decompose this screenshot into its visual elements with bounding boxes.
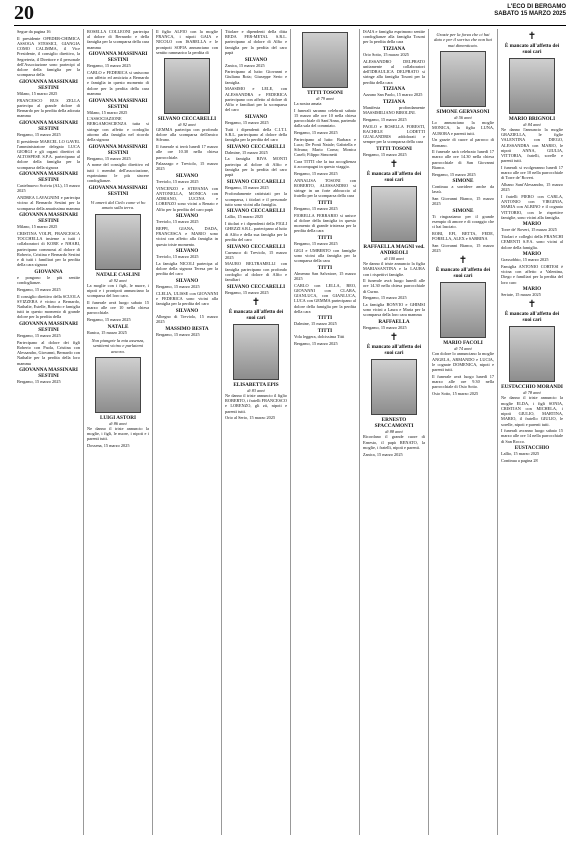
deceased-name: SILVANO CECCARELLI bbox=[226, 208, 286, 215]
notice-text: La famiglia BONVIO e GHIMSI sono vicini a Laura e Maria per la scomparsa della loro cara mamma bbox=[363, 302, 425, 318]
notice-text: Bergamo, 15 marzo 2025 bbox=[225, 289, 269, 295]
notice-text: ANNALISA TOSONI con ROBERTO, ALESSANDRO si stringe in un forte abbraccio al fratello per la scomparsa della cara bbox=[294, 177, 356, 199]
deceased-name: SILVANO bbox=[175, 308, 199, 314]
deceased-name: SILVANO CECCARELLI bbox=[226, 178, 286, 185]
notice-text: Continua a pagina 28 bbox=[501, 458, 538, 464]
notice-text: FRANCESCO RUS ZELLA partecipa al grande dolore di Bernardo per la perdita della adorata mamma bbox=[17, 97, 80, 119]
deceased-name: TITTI bbox=[317, 234, 333, 241]
notice-text: Profondamente rattristati per la scomparsa, i titolari e il personale tutto sono vicini alla famiglia. bbox=[225, 191, 287, 207]
notice-text: GEMMA partecipa con profondo dolore alla scomparsa dell'amico Silvano. bbox=[156, 127, 218, 143]
epitaph-quote: Vi amerò dal Cielo come vi ho amato sulla terra. bbox=[90, 199, 146, 211]
portrait-photo bbox=[164, 58, 210, 114]
notice-text: San Giovanni Bianco, 15 marzo 2025 bbox=[432, 196, 494, 207]
deceased-name: GIOVANNA MASSINARI SESTINI bbox=[19, 78, 78, 91]
notice-text: Bergamo, 15 marzo 2025 bbox=[225, 119, 269, 125]
notice-text: I funerali saranno celebrati sabato 15 marzo alle ore 10 nella chiesa parrocchiale di Sant'Anna, partendo dalla sala del commiato. bbox=[294, 107, 356, 129]
cross-icon: ✝ bbox=[389, 159, 399, 171]
deceased-age: di 56 anni bbox=[454, 115, 472, 121]
deceased-name: È mancata all'affetto dei suoi cari bbox=[366, 171, 422, 184]
notice-text: San Giovanni Bianco, 15 marzo 2025 bbox=[432, 243, 494, 254]
deceased-name: GIOVANNA bbox=[34, 268, 63, 275]
page-header bbox=[14, 2, 566, 22]
deceased-name: RAFFAELLA MAGNI ved. ANDREOLI bbox=[363, 244, 425, 257]
notice-text: Il figlio ALFIO con la moglie FRANCA, i nipoti GAIA e NICOLO con ISABELLA e le pronipoti SOFIA annunciano con sentito rammarico la perdita di bbox=[156, 29, 218, 55]
notice-text: Cara TITTI che la tua accoglienza ti accompagni in questo viaggio. bbox=[294, 159, 356, 170]
notice-text: Con dolore lo annunciano la moglie ANGELA, ARMANDO e LUCIA, le cognate DOMENICA, nipoti e parenti tutti. bbox=[432, 351, 494, 373]
portrait-photo bbox=[233, 324, 279, 380]
notice-text: Bergamo, 15 marzo 2025 bbox=[363, 116, 407, 122]
column-1 bbox=[14, 29, 83, 835]
portrait-photo bbox=[509, 58, 555, 114]
deceased-name: SIMONE bbox=[452, 208, 474, 215]
notice-text: Torre de' Roveri, 15 marzo 2025 bbox=[501, 227, 557, 233]
notice-text: Dossena, 15 marzo 2025 bbox=[87, 443, 130, 449]
column-8 bbox=[497, 29, 566, 835]
deceased-age: di 74 anni bbox=[454, 346, 472, 352]
deceased-name: TIZIANA bbox=[382, 86, 406, 93]
notice-text: Il funerale si terrà lunedì 17 marzo alle ore 10.30 nella chiesa parrocchiale. bbox=[156, 144, 218, 160]
notice-text: A nome del consiglio direttivo ed tutti i membri dell'associazione, esprimiamo le più sincere condoglianze. bbox=[87, 162, 149, 184]
notice-text: Partecipano al lutto: Barbara e Luca; De Ponti Natale; Gabriella e Silvana; Mario Corna; Monica Caseli; Filippo Simonetti bbox=[294, 136, 356, 158]
notice-text: Dalmine, 15 marzo 2025 bbox=[294, 321, 337, 327]
notice-text: Il presidente OPEDER-CHIMICA ASSOGA STESSICI, GIANGIA COMO CALIMMA, il Vice Presidente, il consiglio direttivo, la Segreteria, il Direttore e il personale dell'Associazione sono partecipi al dolore della famiglia per la scomparsa della bbox=[17, 35, 80, 78]
deceased-name: SIMONE GERVASONI bbox=[436, 109, 490, 116]
notice-text: Titolare e dipendenti della ditta REDA FER-METAL S.R.L. partecipano al dolore di Alfio e famiglia per la perdita del caro papà bbox=[225, 29, 287, 55]
obituary-columns bbox=[14, 29, 566, 835]
notice-text: Partecipano al lutto: Giovanni e Giuliana Rota; Giuseppe Serio e famiglia. bbox=[225, 69, 287, 85]
notice-text: Ne danno l'annuncio la moglie GRAZIELLA, le figlie VALENTINA con DIEGO, ALESSANDRA con MARIO, le nipoti ANNA, GIULIA, VITTORIA, fratelli, sorelle e parenti tutti. bbox=[501, 127, 563, 164]
notice-text: Bergamo, 15 marzo 2025 bbox=[363, 151, 407, 157]
notice-text: La moglie con i figli, le nuore, i nipoti e i pronipoti annunciano la scomparsa del loro caro. bbox=[87, 282, 149, 298]
deceased-name: SILVANO bbox=[175, 278, 199, 285]
deceased-name: GIOVANNA MASSINARI SESTINI bbox=[88, 184, 148, 197]
notice-text: Curnasco di Treviolo, 15 marzo 2025 bbox=[225, 249, 287, 260]
notice-text: Un grazie di cuore al parroco di Romano. bbox=[432, 137, 494, 148]
deceased-name: È mancata all'affetto dei suoi cari bbox=[228, 308, 284, 321]
notice-text: Bergamo, 15 marzo 2025 bbox=[432, 171, 476, 177]
notice-text: La famiglia RIVA MONTI partecipa al dolore di Alfio e famiglia per la perdita del caro papà bbox=[225, 156, 287, 177]
notice-text: Ti ringraziamo per il grande esempio di amore e di coraggio che ci hai lasciato. bbox=[432, 214, 494, 230]
deceased-name: TITTI TOSONI bbox=[376, 145, 412, 152]
deceased-name: NATALE CASLINI bbox=[96, 271, 140, 278]
notice-text: Bergamo, 15 marzo 2025 bbox=[87, 316, 131, 322]
deceased-name: SIMONE bbox=[452, 178, 474, 185]
notice-text: Ricordano il grande cuore di Ernesto, il papà RENATO, la moglie, i fratelli, nipoti e parenti. bbox=[363, 434, 425, 450]
notice-text: ANDREA LAVAGNINI e partecipa vicino al Bernardo Sestini per la scomparsa della amatissima mamma bbox=[17, 195, 80, 211]
notice-text: Bergamo, 15 marzo 2025 bbox=[363, 295, 407, 301]
notice-text: Il presidente MARCEL LO GAVEL l'amministratore delegato LUCA GIORGI e gli organi direttivi di ALTOSPESE S.P.A. partecipano al dolore della famiglia per la scomparsa della signora bbox=[17, 138, 80, 170]
notice-text: Bergamo, 15 marzo 2025 bbox=[294, 340, 338, 346]
deceased-name: MASSIMO BESTA bbox=[165, 325, 209, 332]
notice-text: I titolari e i dipendenti della FIGLI GHEZZI S.R.L. partecipano al lutto di Alfio e della sua famiglia per la perdita del caro bbox=[225, 221, 287, 242]
deceased-name: GIOVANNA MASSINARI SESTINI bbox=[88, 97, 148, 110]
notice-text: I funerali si svolgeranno lunedì 17 marzo alle ore 10 nella parrocchiale di Torre de' Roveri. bbox=[501, 164, 563, 181]
deceased-age: di 100 anni bbox=[384, 256, 404, 262]
notice-text: Famiglia ANTONIO CORTESI è vicina con affetto a Valentina, Diego e familiari per la perdita del loro caro bbox=[501, 263, 563, 285]
notice-text: Ne danno il triste annuncio il figlio ROBERTO, i fratelli FRANCESCO e LORENZO, gli zii, nipoti e parenti tutti. bbox=[225, 392, 287, 414]
deceased-name: TIZIANA bbox=[382, 99, 406, 106]
deceased-name: TITTI TOSONI bbox=[307, 90, 343, 96]
deceased-name: SILVANO bbox=[175, 173, 199, 180]
deceased-name: TIZIANA bbox=[382, 46, 406, 53]
portrait-photo bbox=[95, 357, 141, 413]
deceased-name: GIOVANNA MASSINARI SESTINI bbox=[19, 119, 78, 132]
notice-text: I funerali avranno luogo sabato 15 marzo alle ore 14 nella parrocchiale di San Rocco. bbox=[501, 428, 563, 444]
notice-text: Ne danno il triste annuncio la moglie, i figli, le nuore, i nipoti e i parenti tutti. bbox=[87, 425, 149, 442]
cross-icon: ✝ bbox=[527, 299, 537, 311]
notice-text: Zanica, 15 marzo 2025 bbox=[225, 62, 265, 68]
deceased-name: GIOVANNA MASSINARI SESTINI bbox=[19, 171, 78, 184]
notice-text: Treviolo, 15 marzo 2025 bbox=[156, 254, 199, 260]
deceased-name: È mancato all'affetto dei suoi cari bbox=[504, 311, 560, 324]
notice-text: Il funerale avrà luogo lunedì 17 marzo alle ore 9.30 nella parrocchiale di Osio Sotto. bbox=[432, 373, 494, 390]
notice-text: Tutti i dipendenti della C.I.T.I. S.R.L. partecipano al dolore della famiglia per la perdita del caro bbox=[225, 126, 287, 142]
notice-text: Bergamo, 15 marzo 2025 bbox=[225, 184, 269, 190]
deceased-name: MARIO FACOLI bbox=[443, 340, 483, 347]
notice-text: Bergamo, 15 marzo 2025 bbox=[156, 284, 200, 290]
column-5 bbox=[290, 29, 359, 835]
portrait-photo bbox=[371, 359, 417, 415]
epitaph-quote: Non piangete la mia assenza, sentitemi vicino e parlatemi ancora. bbox=[91, 337, 145, 354]
cross-icon: ✝ bbox=[527, 31, 537, 42]
notice-text: CRISTINA VOLPI, FRANCESCA TOCCHELLA insieme a tutti i collaboratori di KORE e NHABI, partecipano commossi al dolore di Roberto, Cristina e Bernardo Sestini e di tutti i familiari per la perdita della cara signora bbox=[17, 230, 80, 268]
column-2 bbox=[83, 29, 152, 835]
notice-text: CARLO e FEDERICA si uniscono con affetto ed amicizia a Bernardo e famiglia in questo momento di dolore per la perdita della cara mamma bbox=[87, 70, 149, 96]
deceased-name: GIOVANNA MASSINARI SESTINI bbox=[19, 367, 78, 380]
notice-text: e pongono le più sentite condoglianze. bbox=[17, 274, 80, 286]
deceased-name: LUIGI ASTORI bbox=[99, 414, 137, 421]
notice-text: Manifesta profondamente MASSIMILIANO BIROLINI. bbox=[363, 105, 425, 116]
deceased-name: SILVANO bbox=[244, 56, 268, 63]
notice-text: Milano, 15 marzo 2025 bbox=[17, 224, 58, 230]
notice-text: Vola leggera, dolcissima Titti bbox=[294, 334, 345, 340]
deceased-age: di 84 anni bbox=[523, 122, 541, 127]
deceased-name: È mancato all'affetto dei suoi cari bbox=[504, 43, 560, 55]
notice-text: L'ASSOCIAZIONE BERGAMOSCIENZA tutta si stringe con affetto e cordoglio attorno alla famiglia nel ricordo della signora bbox=[87, 116, 149, 143]
deceased-name: MARIO BRIGNOLI bbox=[508, 116, 556, 122]
deceased-name: È mancato all'affetto dei suoi cari bbox=[435, 267, 491, 280]
deceased-age: di 92 anni bbox=[178, 122, 196, 128]
notice-text: Bergamo, 15 marzo 2025 bbox=[87, 63, 131, 69]
deceased-name: È mancato all'affetto dei suoi cari bbox=[366, 344, 422, 357]
notice-text: Orio Sotto, 15 marzo 2025 bbox=[363, 52, 409, 58]
cross-icon: ✝ bbox=[251, 296, 261, 308]
notice-text: Almenno San Salvatore, 15 marzo 2025 bbox=[294, 270, 356, 281]
notice-text: Il funerale sarà celebrato lunedì 17 marzo alle ore 14.30 nella chiesa parrocchiale di San Giovanni Bianco. bbox=[432, 149, 494, 170]
notice-text: ISAIA e famiglia esprimono sentite condoglianze alla famiglia Tosoni per la perdita della cara bbox=[363, 29, 425, 45]
page-number: 20 bbox=[14, 2, 34, 24]
notice-text: Bergamo, 15 marzo 2025 bbox=[156, 331, 200, 337]
deceased-name: RAFFAELLA bbox=[378, 319, 410, 326]
deceased-name: TITTI bbox=[317, 264, 333, 271]
notice-text: CLELIA, ULISSE con GIOVANNI e FEDERICA sono vicini alla famiglia per la perdita del caro bbox=[156, 290, 218, 307]
portrait-photo bbox=[302, 32, 348, 88]
notice-text: Il consiglio direttivo della SCUOLA SVIZZERA è vicino a Bernardo, Nathalie, Estelle, Roberto e famiglia tutti in questo momento di grande dolore per la perdita della bbox=[17, 293, 80, 320]
notice-text: Treviolo, 15 marzo 2025 bbox=[156, 219, 199, 225]
notice-text: Treviolo, 15 marzo 2025 bbox=[156, 179, 199, 185]
notice-text: Osio Sotto, 15 marzo 2025 bbox=[432, 390, 479, 396]
notice-text: ROSELLA COLLEONI partecipa al dolore di Bernardo e della famiglia per la scomparsa della cara mamma bbox=[87, 29, 149, 50]
notice-text: Bergamo, 15 marzo 2025 bbox=[363, 325, 407, 331]
notice-text: ALESSANDRO DELPRATO unitamente al collaboratori dell'IDRAULICA DELPRATO si stringe alla famiglia Tosoni per la perdita della cara bbox=[363, 58, 425, 85]
notice-text: Palazzago e Treviolo, 15 marzo 2025 bbox=[156, 161, 218, 172]
cross-icon: ✝ bbox=[389, 332, 399, 344]
notice-text: Il funerale avrà luogo lunedì alle ore 14.30 nella chiesa parrocchiale di Curno. bbox=[363, 278, 425, 294]
notice-text: Ne danno il triste annuncio la moglie ELDA, i figli SONIA, CRISTIAN con MICHELA, i nipoti GIULIO, MARTINA, MARIO, il fratello GIULIO, le sorelle, nipoti e parenti tutti. bbox=[501, 395, 563, 427]
notice-text: Orio al Serio, 15 marzo 2025 bbox=[225, 415, 276, 421]
deceased-name: GIOVANNA MASSINARI SESTINI bbox=[88, 143, 148, 156]
header-rule bbox=[14, 25, 566, 26]
deceased-age: di 83 anni bbox=[247, 387, 265, 393]
cross-icon: ✝ bbox=[458, 255, 468, 267]
deceased-name: SILVANO bbox=[175, 248, 199, 255]
notice-text: Bergamo, 15 marzo 2025 bbox=[17, 379, 61, 385]
publication-info bbox=[494, 4, 566, 18]
deceased-name: GIOVANNA MASSINARI SESTINI bbox=[88, 51, 148, 64]
notice-text: Bergamo, 15 marzo 2025 bbox=[87, 155, 131, 161]
deceased-name: SILVANO CECCARELLI bbox=[226, 243, 286, 250]
notice-text: Titolari e colleghi della FRANCHI CEMENTI S.P.A. sono vicini al dolore della famiglia. bbox=[501, 234, 563, 250]
notice-text: Albano Sant'Alessandro, 15 marzo 2025 bbox=[501, 182, 563, 193]
notice-text: Grassobbio, 15 marzo 2025 bbox=[501, 257, 549, 263]
column-7 bbox=[428, 29, 497, 835]
notice-text: FIORELLA FERRARIO si unisce al dolore della famiglia in questo momento di grande tristezza per la perdita della cara bbox=[294, 212, 356, 234]
notice-text: Bergamo, 15 marzo 2025 bbox=[17, 131, 61, 137]
notice-text: Partecipano al dolore dei figli Roberto con Paola, Cristina con Alessandro, Giovanni, Bernardo con Nathalie per la perdita della loro mamma bbox=[17, 339, 80, 366]
deceased-name: NATALE bbox=[107, 323, 129, 330]
notice-text: Seriate, 15 marzo 2025 bbox=[501, 292, 541, 298]
notice-text: Bergamo, 15 marzo 2025 bbox=[294, 240, 338, 246]
deceased-age: di 88 anni bbox=[385, 429, 403, 435]
notice-text: Azzano San Paolo, 15 marzo 2025 bbox=[363, 92, 423, 98]
deceased-name: TITTI bbox=[317, 315, 333, 322]
deceased-name: EUSTACCHIO MORANDI bbox=[501, 384, 563, 391]
deceased-name: TITTI bbox=[317, 199, 333, 206]
notice-text: Segue da pagina 16 bbox=[17, 29, 51, 34]
portrait-photo bbox=[371, 186, 417, 242]
notice-text: Ranica, 15 marzo 2025 bbox=[87, 329, 127, 335]
notice-text: MASSIMO e LELE, con ALESSANDRA e FEDERICA partecipano con affetto al dolore di Alfio e familiari per la scomparsa del caro bbox=[225, 86, 287, 113]
deceased-age: di 78 anni bbox=[523, 390, 541, 396]
notice-text: Zanica, 15 marzo 2025 bbox=[363, 451, 403, 457]
notice-text: I fratelli PIERO con CARLA, ANTONIO con VIRGINIA, MARIA con ALBINO e il cognato VITTORIO, con le rispettive famiglie, sono vicini alla famiglia. bbox=[501, 193, 563, 220]
portrait-photo bbox=[440, 51, 486, 107]
deceased-name: SILVANO CECCARELLI bbox=[157, 116, 217, 123]
publication-date: SABATO 15 MARZO 2025 bbox=[494, 11, 566, 17]
notice-text: Lallio, 15 marzo 2025 bbox=[501, 451, 540, 457]
notice-text: Milano, 15 marzo 2025 bbox=[87, 109, 128, 115]
epitaph-quote: Grazie per la forza che ci hai dato e per il sorriso che non hai mai dimenticato. bbox=[434, 32, 492, 48]
notice-text: La famiglia NICOLI partecipa al dolore della signora Teresa per la perdita del caro bbox=[156, 261, 218, 277]
notice-text: Lallio, 15 marzo 2025 bbox=[225, 214, 264, 220]
notice-text: Bergamo, 15 marzo 2025 bbox=[294, 130, 338, 136]
deceased-name: MARIO bbox=[522, 251, 542, 258]
deceased-name: SILVANO bbox=[244, 113, 268, 120]
portrait-photo bbox=[509, 326, 555, 382]
notice-text: PAOLO e ROSELLA FORESTI, RACHELE LODETTI GUALANDRIS addolorati e sempre per la scomparsa della cara bbox=[363, 123, 425, 145]
notice-text: Castelnuovo Scrivia (AL), 15 marzo 2025 bbox=[17, 183, 80, 194]
notice-text: BEPPI, GIANA, DADA, FRANCESCA e MARIO sono vicini con affetto alla famiglia in questo triste momento. bbox=[156, 226, 218, 247]
notice-text: Continua a sorridere anche da lassù. bbox=[432, 184, 494, 195]
deceased-name: SILVANO bbox=[175, 213, 199, 220]
notice-text: GIGI e UMBERTO con famiglie sono vicini alla famiglia per la scomparsa della cara bbox=[294, 247, 356, 264]
notice-text: Ne danno il triste annuncio la figlia MARIASANTINA e la LAURA con i rispettivi famiglie. bbox=[363, 261, 425, 277]
column-6 bbox=[359, 29, 428, 835]
deceased-name: EUSTACCHIO bbox=[514, 445, 550, 452]
notice-text: MAURO BELTRAMELLI con famiglia partecipano con profondo cordoglio al dolore di Alfio e familiari bbox=[225, 261, 287, 283]
deceased-name: GIOVANNA MASSINARI SESTINI bbox=[19, 212, 78, 225]
deceased-name: GIOVANNA MASSINARI SESTINI bbox=[19, 321, 78, 334]
notice-text: Bergamo, 15 marzo 2025 bbox=[17, 333, 61, 339]
notice-text: VINCENZO e STEFANIA con ANTONELLA, MONICA con ADRIANO, LUCINA e LORENZO sono vicini a Renato e Alfio per la perdita del caro papà bbox=[156, 185, 218, 212]
portrait-photo bbox=[95, 214, 141, 270]
deceased-age: di 79 anni bbox=[316, 96, 334, 101]
publication-name: L'ECO DI BERGAMO bbox=[507, 4, 566, 10]
deceased-name: TITTI bbox=[317, 328, 333, 335]
notice-text: Dalmine, 15 marzo 2025 bbox=[225, 149, 268, 155]
notice-text: ROBI, EFI, BETTA, FEDE, FORELLA, ALEX e SABRINA bbox=[432, 231, 494, 242]
column-4 bbox=[221, 29, 290, 835]
notice-text: Albegno di Treviolo, 15 marzo 2025 bbox=[156, 314, 218, 325]
deceased-name: MARIO bbox=[522, 221, 542, 228]
deceased-name: ELISABETTA EPIS bbox=[233, 381, 279, 388]
deceased-name: SILVANO CECCARELLI bbox=[226, 283, 286, 290]
notice-text: Il funerale avrà luogo sabato 15 marzo alle ore 10 nella chiesa parrocchiale. bbox=[87, 299, 149, 316]
deceased-name: MARIO bbox=[522, 286, 542, 293]
notice-text: CARLO con LELLA, BEO, GIOVANNI con CLARA, GIANLUCA, con GIANLUCA, LUCA con GEMMA partecipano al dolore della famiglia per la perdita della cara bbox=[294, 282, 356, 314]
deceased-name: ERNESTO SPACCAMONTI bbox=[374, 417, 414, 430]
deceased-age: di 86 anni bbox=[109, 420, 127, 426]
portrait-photo bbox=[440, 282, 486, 338]
notice-text: Bergamo, 15 marzo 2025 bbox=[294, 170, 338, 176]
notice-text: Bergamo, 15 marzo 2025 bbox=[294, 205, 338, 211]
notice-text: Bergamo, 15 marzo 2025 bbox=[17, 286, 61, 292]
deceased-age: di 92 anni bbox=[109, 277, 127, 283]
deceased-name: SILVANO CECCARELLI bbox=[226, 143, 286, 150]
column-3 bbox=[152, 29, 221, 835]
notice-text: La nostra amata bbox=[294, 101, 322, 106]
notice-text: Milano, 15 marzo 2025 bbox=[17, 90, 58, 96]
notice-text: Lo annunciano la moglie MONICA, la figlia LUNA, AURORA e parenti tutti. bbox=[432, 120, 494, 136]
